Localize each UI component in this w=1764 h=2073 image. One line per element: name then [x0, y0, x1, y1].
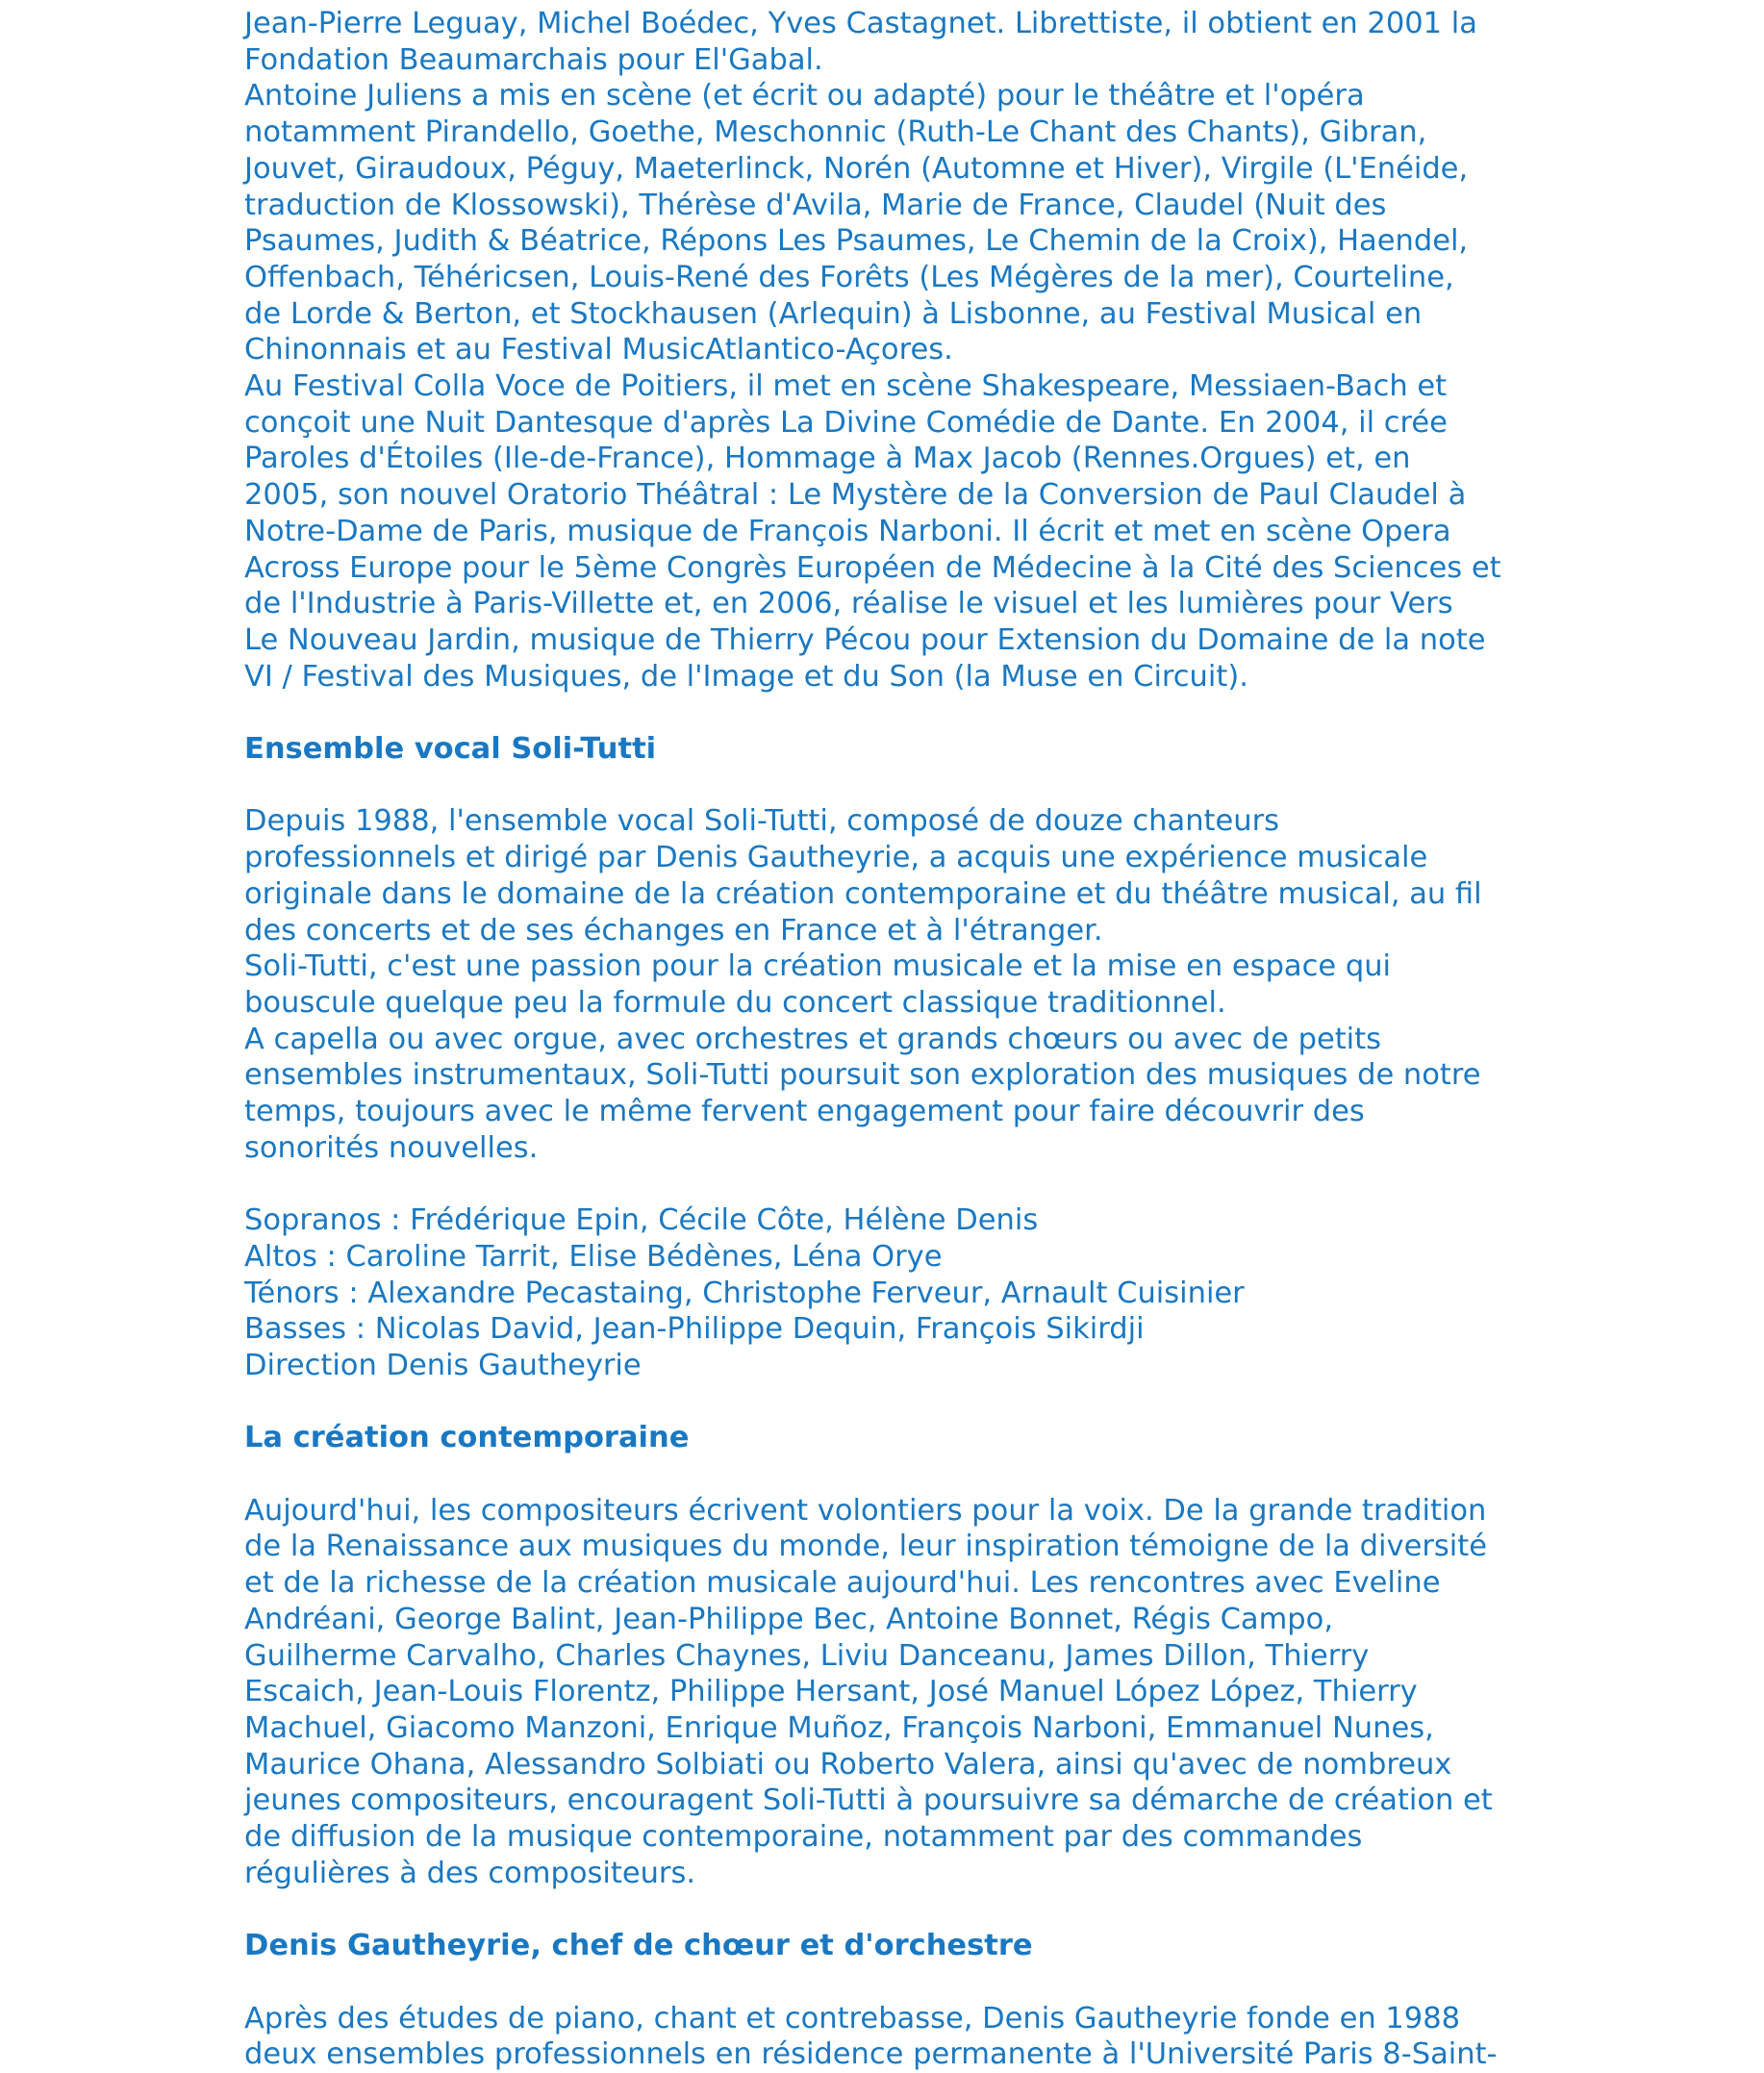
- creation-heading: La création contemporaine: [244, 1421, 690, 1455]
- text-line: Machuel, Giacomo Manzoni, Enrique Muñoz, François Narboni, Emmanuel Nunes,: [244, 1710, 1434, 1745]
- text-line: Antoine Juliens a mis en scène (et écrit ou adapté) pour le théâtre et l'opéra: [244, 79, 1365, 114]
- spacer: [244, 768, 1572, 804]
- creation-section: [244, 1420, 1572, 1891]
- director-heading: Denis Gautheyrie, chef de chœur et d'orchestre: [244, 1929, 1033, 1963]
- text-line: A capella ou avec orgue, avec orchestres et grands chœurs ou avec de petits: [244, 1022, 1381, 1056]
- roster-sopranos: Sopranos : Frédérique Epin, Cécile Côte, Hélène Denis: [244, 1203, 1039, 1238]
- roster-direction: Direction Denis Gautheyrie: [244, 1348, 642, 1382]
- text-line: de l'Industrie à Paris-Villette et, en 2006, réalise le visuel et les lumières pour Vers: [244, 587, 1453, 621]
- text-line: Après des études de piano, chant et contrebasse, Denis Gautheyrie fonde en 1988: [244, 2001, 1461, 2035]
- text-line: Psaumes, Judith & Béatrice, Répons Les Psaumes, Le Chemin de la Croix), Haendel,: [244, 224, 1469, 259]
- roster-basses: Basses : Nicolas David, Jean-Philippe Dequin, François Sikirdji: [244, 1312, 1145, 1347]
- text-line: Le Nouveau Jardin, musique de Thierry Pécou pour Extension du Domaine de la note: [244, 622, 1486, 657]
- document-body: [244, 6, 1572, 2073]
- text-line: traduction de Klossowski), Thérèse d'Avila, Marie de France, Claudel (Nuit des: [244, 188, 1387, 222]
- ensemble-section: [244, 731, 1572, 1384]
- text-line: ensembles instrumentaux, Soli-Tutti poursuit son exploration des musiques de notre: [244, 1058, 1481, 1093]
- text-line: Jean-Pierre Leguay, Michel Boédec, Yves Castagnet. Librettiste, il obtient en 2001 la: [244, 7, 1477, 40]
- text-line: notamment Pirandello, Goethe, Meschonnic (Ruth-Le Chant des Chants), Gibran,: [244, 115, 1427, 150]
- text-line: VI / Festival des Musiques, de l'Image et du Son (la Muse en Circuit).: [244, 659, 1248, 694]
- text-line: Soli-Tutti, c'est une passion pour la création musicale et la mise en espace qui: [244, 949, 1392, 984]
- spacer: [244, 695, 1572, 731]
- text-line: 2005, son nouvel Oratorio Théâtral : Le Mystère de la Conversion de Paul Claudel à: [244, 478, 1467, 513]
- text-line: Escaich, Jean-Louis Florentz, Philippe Hersant, José Manuel López López, Thierry: [244, 1675, 1418, 1709]
- text-line: temps, toujours avec le même fervent engagement pour faire découvrir des: [244, 1095, 1365, 1129]
- text-line: régulières à des compositeurs.: [244, 1856, 696, 1890]
- text-line: sonorités nouvelles.: [244, 1130, 539, 1165]
- spacer: [244, 1891, 1572, 1928]
- text-line: Offenbach, Téhéricsen, Louis-René des Forêts (Les Mégères de la mer), Courteline,: [244, 260, 1454, 294]
- text-line: de la Renaissance aux musiques du monde, leur inspiration témoigne de la diversité: [244, 1529, 1487, 1564]
- text-line: Au Festival Colla Voce de Poitiers, il met en scène Shakespeare, Messiaen-Bach et: [244, 369, 1448, 404]
- spacer: [244, 1384, 1572, 1421]
- text-line: Andréani, George Balint, Jean-Philippe Bec, Antoine Bonnet, Régis Campo,: [244, 1602, 1334, 1636]
- ensemble-heading: Ensemble vocal Soli-Tutti: [244, 732, 657, 767]
- text-line: Paroles d'Étoiles (Ile-de-France), Hommage à Max Jacob (Rennes.Orgues) et, en: [244, 442, 1411, 476]
- roster-tenors: Ténors : Alexandre Pecastaing, Christophe Ferveur, Arnault Cuisinier: [244, 1276, 1245, 1310]
- text-line: deux ensembles professionnels en résidence permanente à l'Université Paris 8-Saint-: [244, 2037, 1498, 2072]
- text-line: de Lorde & Berton, et Stockhausen (Arlequin) à Lisbonne, au Festival Musical en: [244, 296, 1423, 331]
- text-line: et de la richesse de la création musicale aujourd'hui. Les rencontres avec Eveline: [244, 1566, 1441, 1601]
- text-line: Chinonnais et au Festival MusicAtlantico-Açores.: [244, 333, 953, 367]
- text-line: Depuis 1988, l'ensemble vocal Soli-Tutti, composé de douze chanteurs: [244, 804, 1280, 839]
- spacer: [244, 1964, 1572, 2001]
- spacer: [244, 1166, 1572, 1202]
- text-line: Maurice Ohana, Alessandro Solbiati ou Roberto Valera, ainsi qu'avec de nombreux: [244, 1747, 1452, 1782]
- text-line: originale dans le domaine de la création contemporaine et du théâtre musical, au fil: [244, 876, 1482, 911]
- text-line: Across Europe pour le 5ème Congrès Européen de Médecine à la Cité des Sciences et: [244, 550, 1501, 585]
- text-line: professionnels et dirigé par Denis Gautheyrie, a acquis une expérience musicale: [244, 841, 1428, 875]
- text-line: Aujourd'hui, les compositeurs écrivent volontiers pour la voix. De la grande tradition: [244, 1493, 1487, 1528]
- text-line: de diffusion de la musique contemporaine, notamment par des commandes: [244, 1820, 1363, 1855]
- text-line: jeunes compositeurs, encouragent Soli-Tutti à poursuivre sa démarche de création et: [244, 1783, 1493, 1818]
- text-line: Notre-Dame de Paris, musique de François Narboni. Il écrit et met en scène Opera: [244, 514, 1451, 548]
- text-line: des concerts et de ses échanges en France et à l'étranger.: [244, 913, 1103, 948]
- roster-altos: Altos : Caroline Tarrit, Elise Bédènes, Léna Orye: [244, 1239, 943, 1274]
- intro-section: [244, 6, 1572, 695]
- text-line: conçoit une Nuit Dantesque d'après La Divine Comédie de Dante. En 2004, il crée: [244, 405, 1448, 440]
- roster-list: [244, 1202, 1572, 1384]
- text-line: Jouvet, Giraudoux, Péguy, Maeterlinck, Norén (Automne et Hiver), Virgile (L'Enéide,: [244, 151, 1469, 186]
- text-line: Guilherme Carvalho, Charles Chaynes, Liviu Danceanu, James Dillon, Thierry: [244, 1638, 1370, 1673]
- text-line: bouscule quelque peu la formule du concert classique traditionnel.: [244, 985, 1226, 1020]
- text-line: Fondation Beaumarchais pour El'Gabal.: [244, 42, 823, 77]
- director-section: [244, 1928, 1572, 2073]
- spacer: [244, 1456, 1572, 1493]
